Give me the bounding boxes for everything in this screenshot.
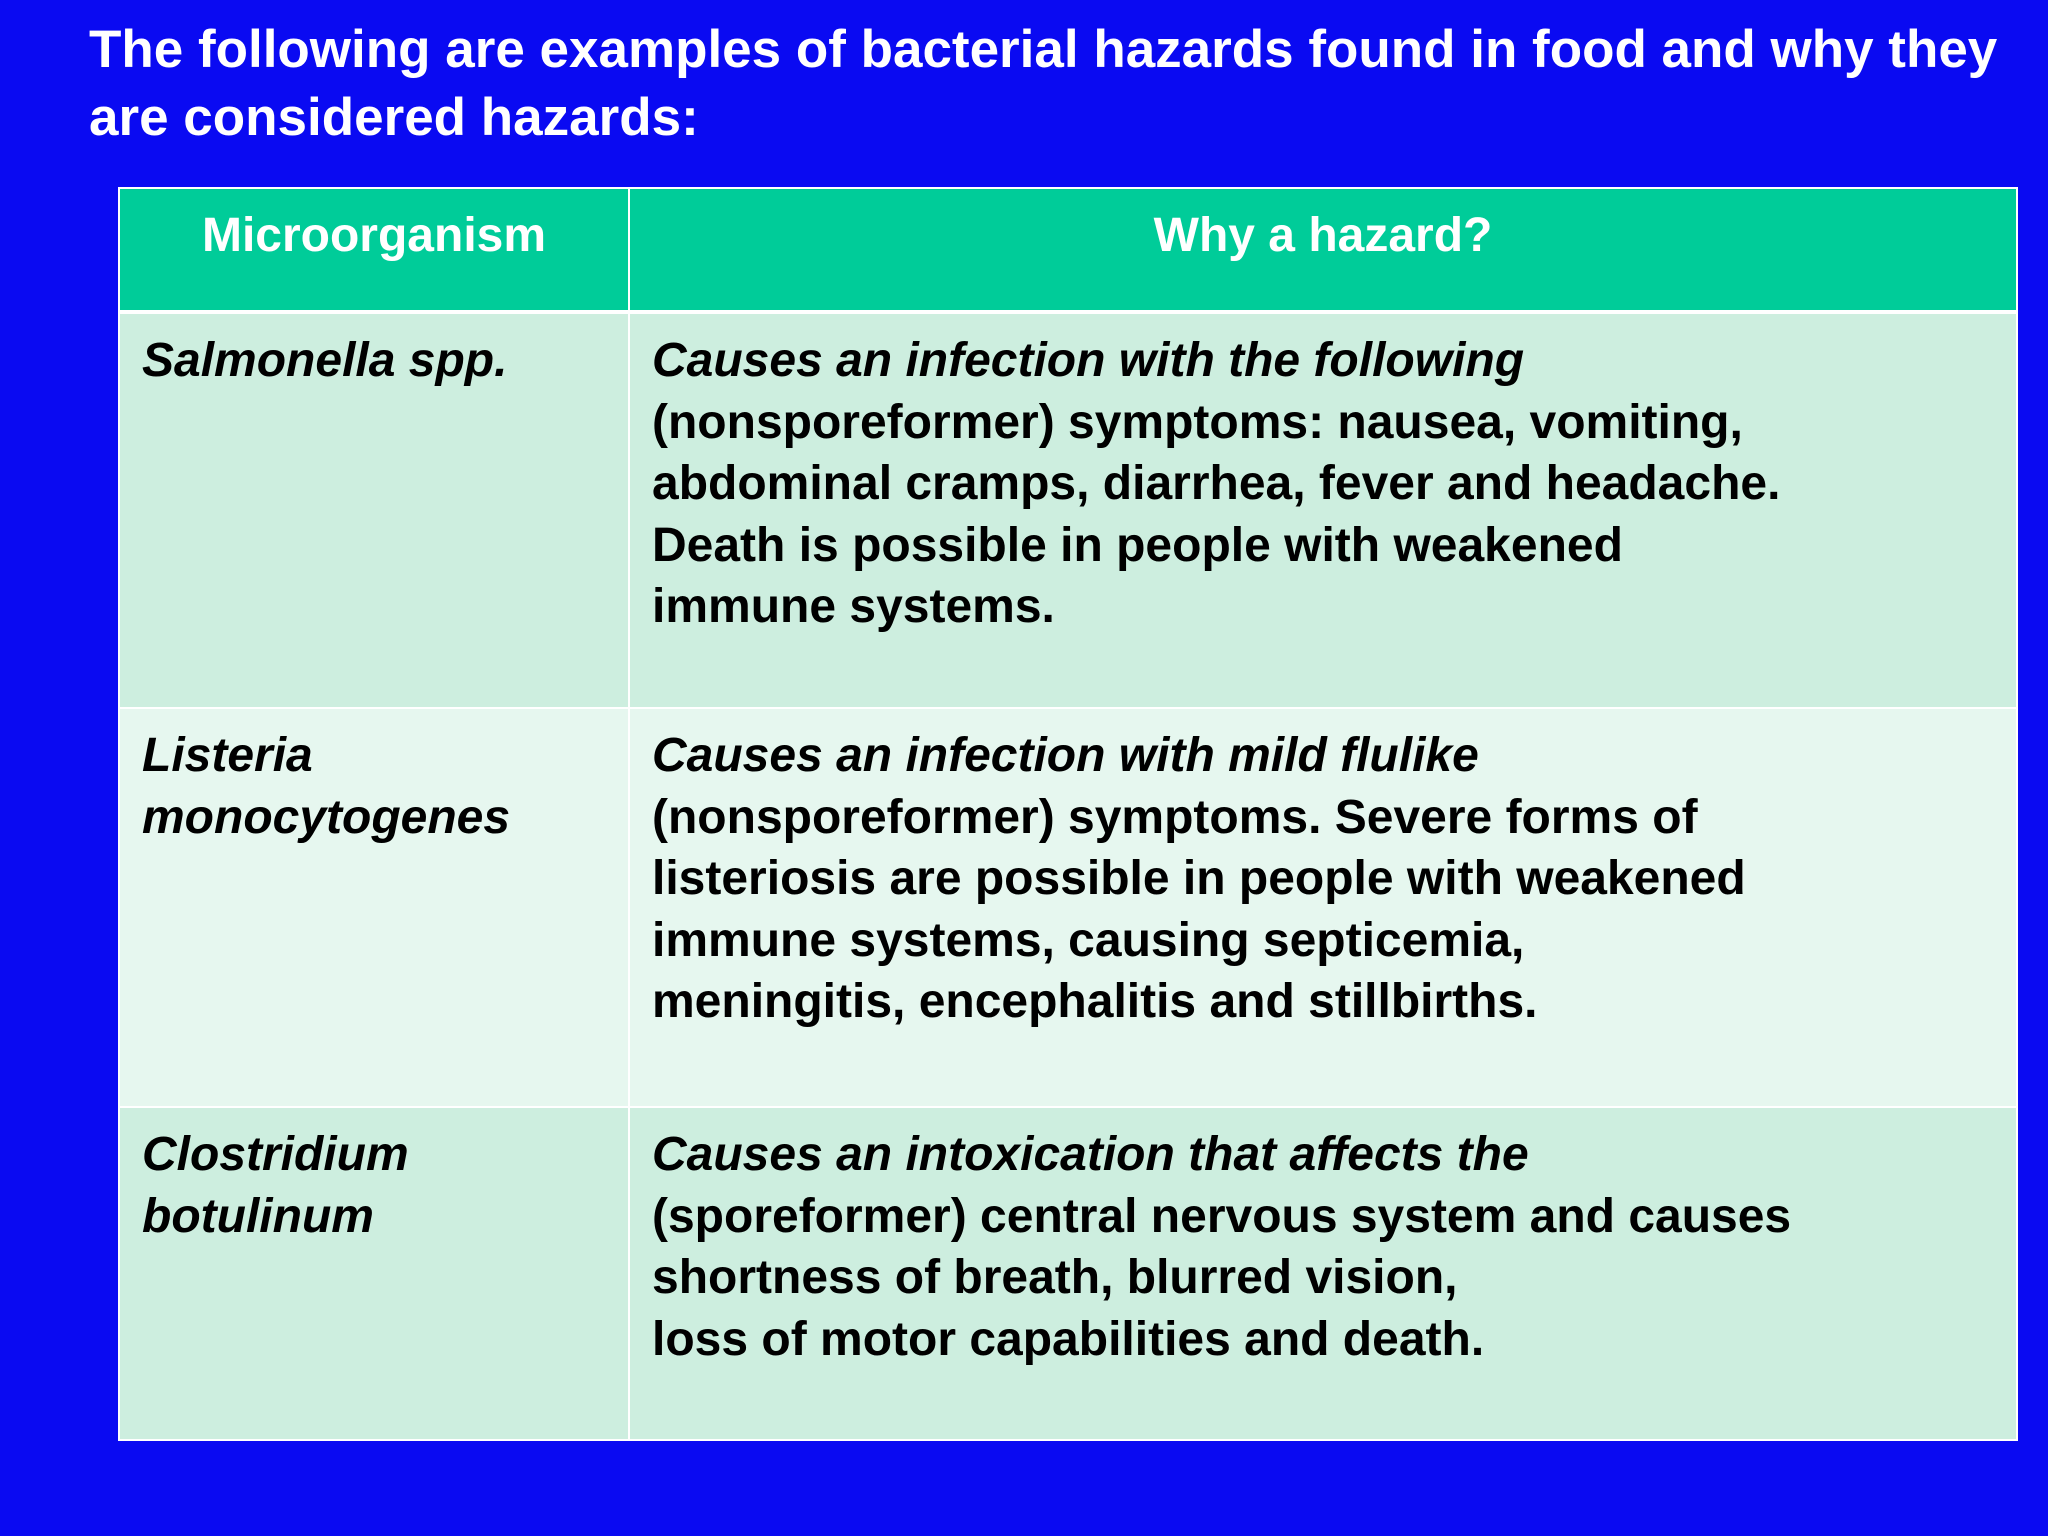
hazard-line: immune systems. bbox=[652, 580, 1055, 633]
hazard-line: listeriosis are possible in people with weakened bbox=[652, 852, 1746, 906]
hazard-cell bbox=[629, 1107, 2017, 1440]
table-header-row bbox=[119, 188, 2017, 312]
hazard-line: (nonsporeformer) symptoms. Severe forms of bbox=[652, 790, 1698, 844]
header-why-a-hazard: Why a hazard? bbox=[629, 188, 2017, 312]
hazard-lead: Causes an infection with the following bbox=[652, 334, 1525, 387]
hazard-lead: Causes an intoxication that affects the bbox=[652, 1128, 1529, 1182]
hazard-line: (nonsporeformer) symptoms: nausea, vomiting, bbox=[652, 395, 1743, 449]
hazard-line: (sporeformer) central nervous system and causes bbox=[652, 1189, 1792, 1243]
organism-name: Listeria bbox=[142, 729, 313, 783]
hazard-line: abdominal cramps, diarrhea, fever and headache. bbox=[652, 457, 1781, 510]
organism-name: botulinum bbox=[142, 1189, 374, 1243]
table-row bbox=[119, 708, 2017, 1107]
slide-title: The following are examples of bacterial hazards found in food and why they are considered hazards: bbox=[89, 20, 1998, 147]
organism-name: Clostridium bbox=[142, 1128, 409, 1182]
organism-name: Salmonella spp. bbox=[142, 334, 508, 387]
organism-cell bbox=[119, 312, 629, 708]
hazard-line: meningitis, encephalitis and stillbirths. bbox=[652, 975, 1538, 1029]
table-row bbox=[119, 312, 2017, 708]
table-row bbox=[119, 1107, 2017, 1440]
hazard-line: immune systems, causing septicemia, bbox=[652, 913, 1525, 967]
hazard-lead: Causes an infection with mild flulike bbox=[652, 729, 1479, 783]
hazard-cell bbox=[629, 708, 2017, 1107]
bacterial-hazards-table bbox=[118, 187, 2018, 1441]
organism-cell bbox=[119, 1107, 629, 1440]
hazard-line: Death is possible in people with weakened bbox=[652, 518, 1623, 572]
hazard-cell bbox=[629, 312, 2017, 708]
organism-cell bbox=[119, 708, 629, 1107]
hazard-line: loss of motor capabilities and death. bbox=[652, 1312, 1485, 1366]
hazard-line: shortness of breath, blurred vision, bbox=[652, 1251, 1458, 1305]
header-microorganism: Microorganism bbox=[119, 188, 629, 312]
organism-name: monocytogenes bbox=[142, 790, 511, 844]
